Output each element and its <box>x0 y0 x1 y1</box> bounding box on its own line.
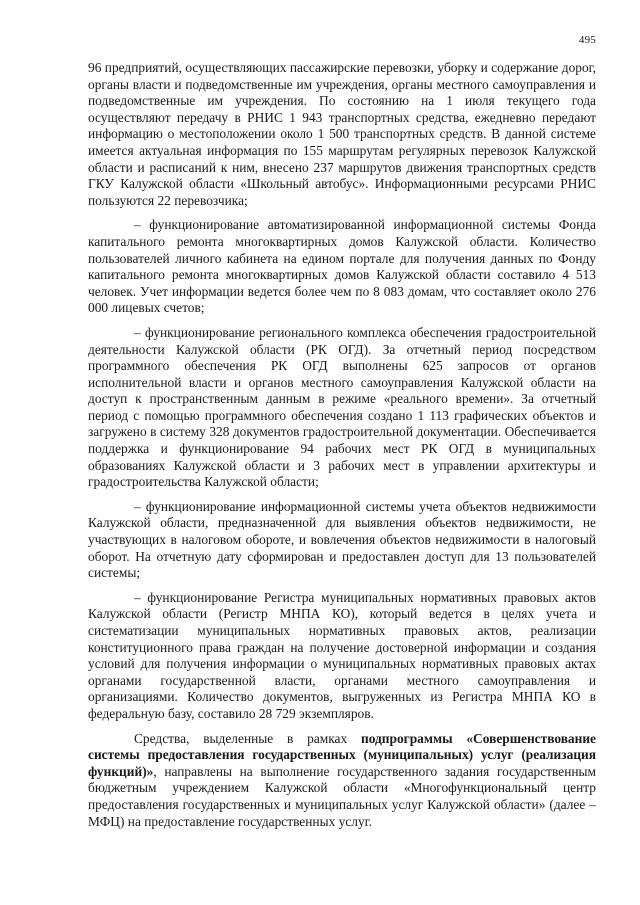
paragraph-capital-repair-fund: – функционирование автоматизированной информационной системы Фонда капитального ремонта многоквартирных домов Калужской области. Количество пользователей личного кабинета на едином портале для получения данных по Фонду капитального ремонта многоквартирных домов Калужской области составило 4 513 человек. Учет информации ведется более чем по 8 083 домам, что составляет около 276 000 лицевых счетов; <box>88 217 596 316</box>
paragraph-mfc-intro: Средства, выделенные в рамках <box>134 730 361 746</box>
paragraph-rk-ogd: – функционирование регионального комплекса обеспечения градостроительной деятельности Калужской области (РК ОГД). За отчетный период посредством программного обеспечения РК ОГД выполнены 625 запросов от органов исполнительной власти и органов местного самоуправления Калужской области на доступ к пространственным данным в режиме «реального времени». За отчетный период с помощью программного обеспечения создано 1 113 графических объектов и загружено в систему 328 документов градостроительной документации. Обеспечивается поддержка и функционирование 94 рабочих мест РК ОГД в муниципальных образованиях Калужской области и 3 рабочих мест в управлении архитектуры и градостроительства Калужской области; <box>88 324 596 490</box>
paragraph-mfc-funding <box>88 731 596 831</box>
page-number: 495 <box>578 34 596 46</box>
paragraph-real-estate-system: – функционирование информационной системы учета объектов недвижимости Калужской области, предназначенной для выявления объектов недвижимости, не участвующих в налоговом обороте, и вовлечения объектов недвижимости в налоговый оборот. На отчетную дату сформирован и предоставлен доступ для 13 пользователей системы; <box>88 498 596 581</box>
paragraph-mnpa-register: – функционирование Регистра муниципальных нормативных правовых актов Калужской области (Регистр МНПА КО), который ведется в целях учета и систематизации муниципальных нормативных правовых актов, реализации конституционного права граждан на получение достоверной информации и создания условий для получения информации о муниципальных нормативных правовых актах органами государственной власти, органами местного самоуправления и организациями. Количество документов, выгруженных из Регистра МНПА КО в федеральную базу, составило 28 729 экземпляров. <box>88 589 596 721</box>
document-body <box>88 60 596 830</box>
paragraph-mfc-rest: , направлены на выполнение государственного задания государственным бюджетным учреждением Калужской области «Многофункциональный центр предоставления государственных и муниципальных услуг Калужской области» (далее – МФЦ) на предоставление государственных услуг. <box>88 763 596 829</box>
paragraph-rnis-continuation: 96 предприятий, осуществляющих пассажирские перевозки, уборку и содержание дорог, органы власти и подведомственные им учреждения, органы местного самоуправления и подведомственные им учреждения. По состоянию на 1 июля текущего года осуществляют передачу в РНИС 1 943 транспортных средства, ежедневно передают информацию о местоположении около 1 500 транспортных средств. В данной системе имеется актуальная информация по 155 маршрутам регулярных перевозок Калужской области и расписаний к ним, внесено 237 маршрутов движения транспортных средств ГКУ Калужской области «Школьный автобус». Информационными ресурсами РНИС пользуются 22 перевозчика; <box>88 60 596 208</box>
subprogram-title: подпрограммы «Совершенствование системы предоставления государственных (муниципальных) услуг (реализация функций)» <box>88 730 596 779</box>
